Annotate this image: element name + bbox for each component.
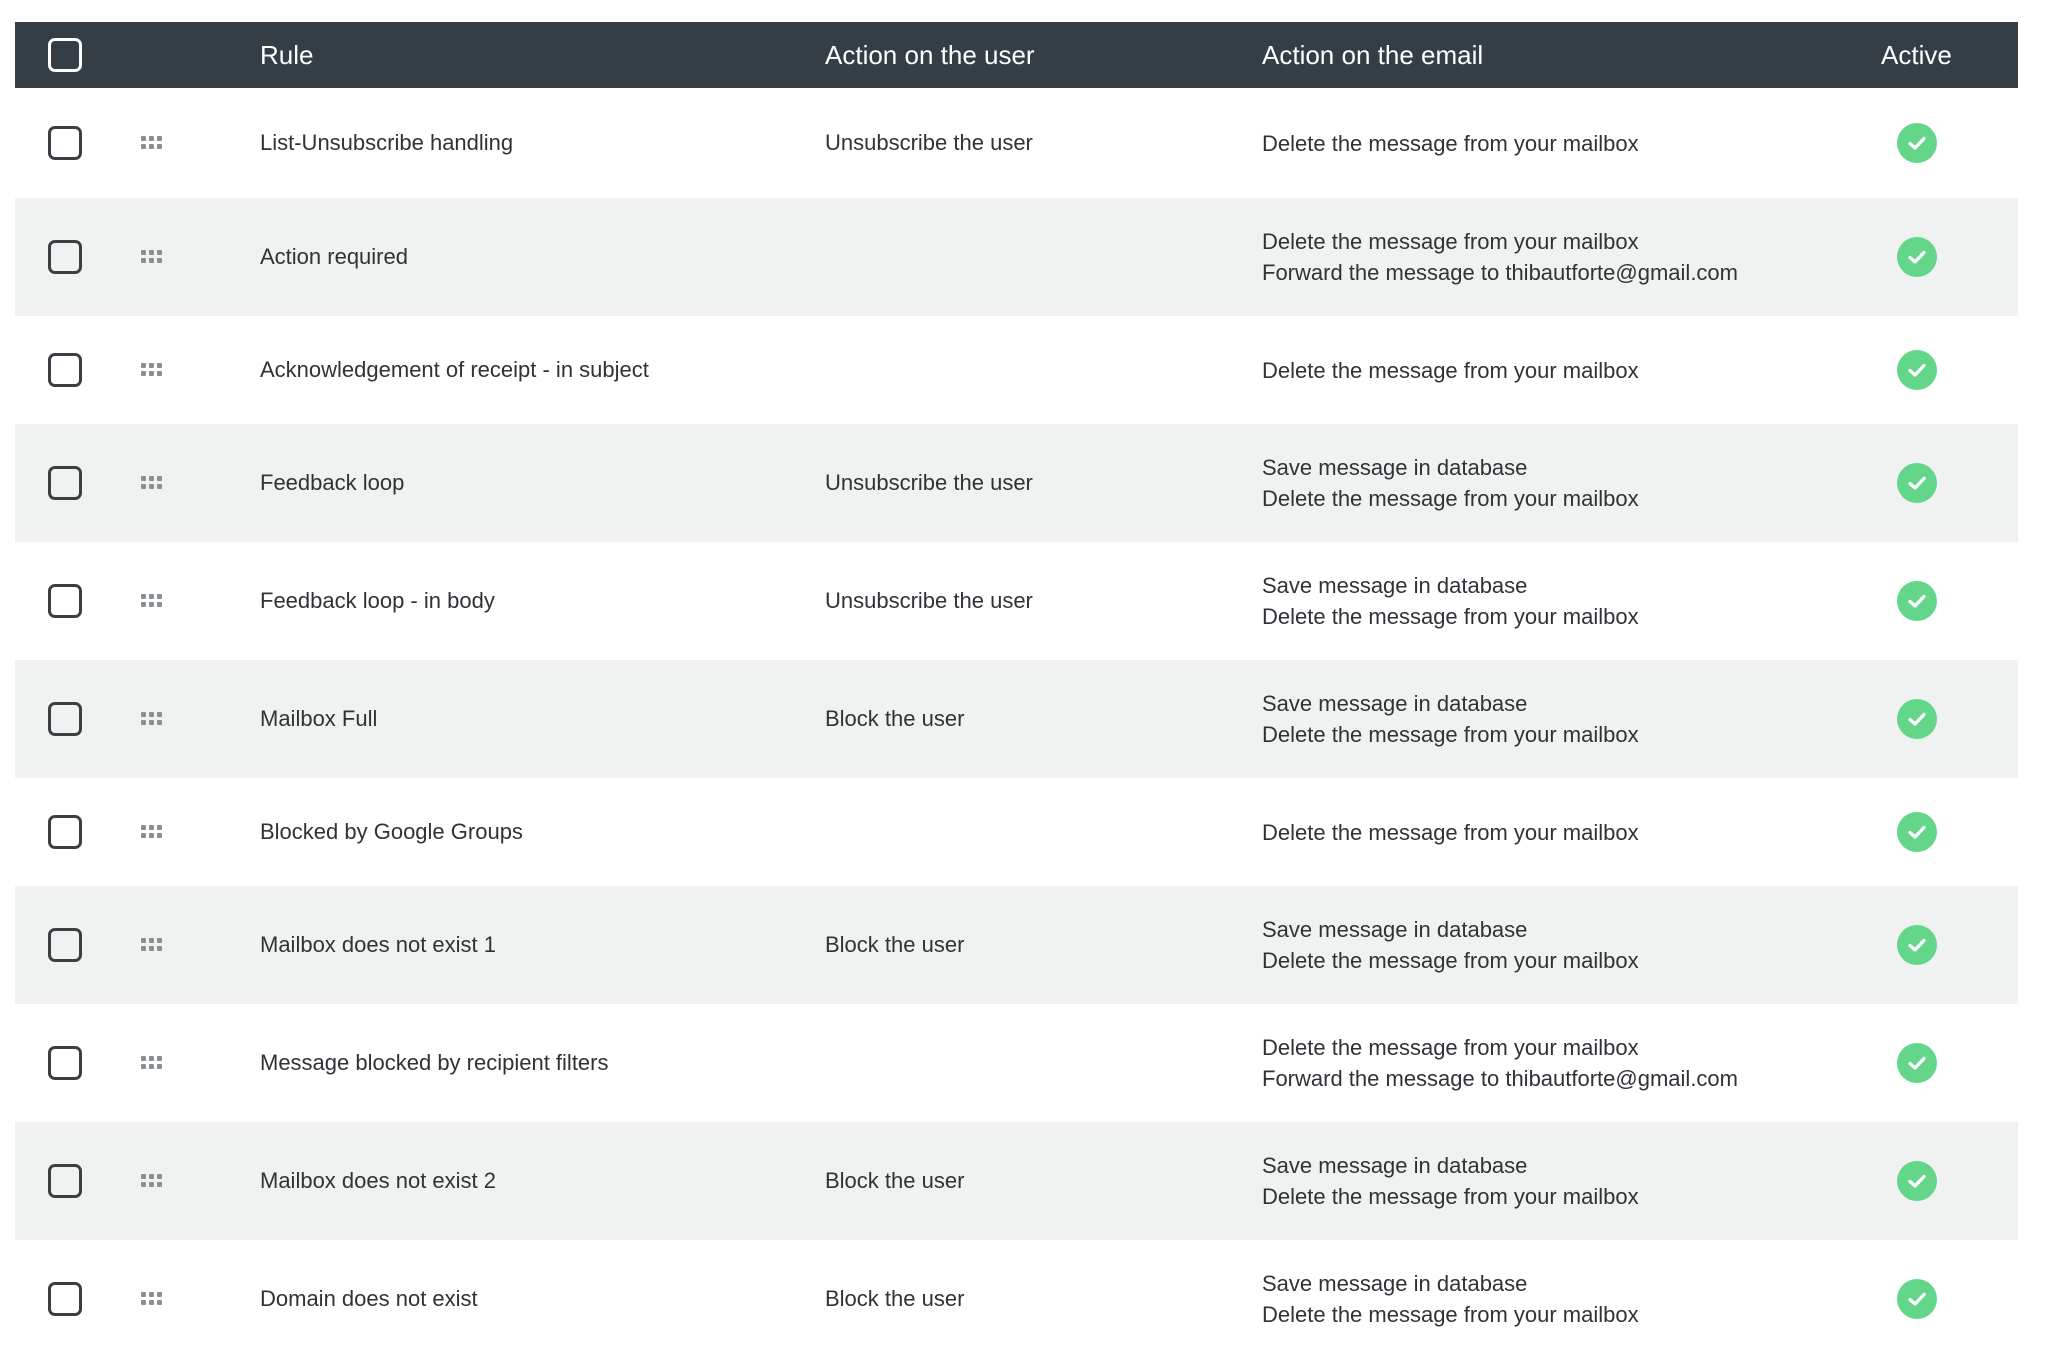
table-row[interactable]: [15, 886, 2018, 1004]
header-action-user[interactable]: Action on the user: [825, 39, 1035, 70]
row-checkbox[interactable]: [48, 240, 82, 274]
rule-name[interactable]: Mailbox does not exist 1: [260, 932, 497, 957]
user-action: Block the user: [825, 1286, 965, 1311]
email-action-line: Delete the message from your mailbox: [1262, 486, 1639, 511]
email-action-line: Forward the message to thibautforte@gmail.com: [1262, 260, 1738, 285]
rule-name[interactable]: Acknowledgement of receipt - in subject: [260, 357, 649, 382]
rule-name[interactable]: List-Unsubscribe handling: [260, 130, 514, 155]
active-check-icon[interactable]: [1897, 1161, 1937, 1201]
email-action-line: Save message in database: [1262, 455, 1528, 480]
email-action-line: Delete the message from your mailbox: [1262, 130, 1639, 156]
active-check-icon[interactable]: [1897, 123, 1937, 163]
drag-handle-icon[interactable]: [141, 594, 163, 608]
user-action: Block the user: [825, 706, 965, 731]
email-action-line: Delete the message from your mailbox: [1262, 604, 1639, 629]
row-checkbox[interactable]: [48, 1282, 82, 1316]
table-row[interactable]: [15, 542, 2018, 660]
table-row[interactable]: [15, 88, 2018, 198]
rule-name[interactable]: Mailbox Full: [260, 706, 378, 731]
email-action-line: Delete the message from your mailbox: [1262, 948, 1639, 973]
table-row[interactable]: [15, 1240, 2018, 1358]
table-row[interactable]: [15, 778, 2018, 886]
active-check-icon[interactable]: [1897, 463, 1937, 503]
row-checkbox[interactable]: [48, 584, 82, 618]
rule-name[interactable]: Message blocked by recipient filters: [260, 1050, 609, 1075]
rule-name[interactable]: Domain does not exist: [260, 1286, 478, 1311]
drag-handle-icon[interactable]: [141, 250, 163, 264]
email-action-line: Forward the message to thibautforte@gmail.com: [1262, 1066, 1738, 1091]
table-row[interactable]: [15, 424, 2018, 542]
drag-handle-icon[interactable]: [141, 1174, 163, 1188]
active-check-icon[interactable]: [1897, 350, 1937, 390]
table-row[interactable]: [15, 1122, 2018, 1240]
row-checkbox[interactable]: [48, 126, 82, 160]
active-check-icon[interactable]: [1897, 925, 1937, 965]
email-action-line: Save message in database: [1262, 573, 1528, 598]
drag-handle-icon[interactable]: [141, 1056, 163, 1070]
rule-name[interactable]: Feedback loop: [260, 470, 405, 495]
drag-handle-icon[interactable]: [141, 938, 163, 952]
email-actions: [1262, 914, 1639, 976]
email-actions: [1262, 452, 1639, 514]
header-active[interactable]: Active: [1881, 39, 1952, 70]
table-row[interactable]: [15, 660, 2018, 778]
rule-name[interactable]: Mailbox does not exist 2: [260, 1168, 497, 1193]
select-all-checkbox[interactable]: [48, 38, 82, 72]
drag-handle-icon[interactable]: [141, 1292, 163, 1306]
email-actions: [1262, 355, 1639, 386]
row-checkbox[interactable]: [48, 353, 82, 387]
email-action-line: Delete the message from your mailbox: [1262, 229, 1639, 254]
table-body: [15, 88, 2018, 1358]
table-row[interactable]: [15, 316, 2018, 424]
email-actions: [1262, 570, 1639, 632]
email-action-line: Save message in database: [1262, 1271, 1528, 1296]
drag-handle-icon[interactable]: [141, 825, 163, 839]
row-checkbox[interactable]: [48, 928, 82, 962]
email-action-line: Delete the message from your mailbox: [1262, 819, 1639, 845]
user-action: Block the user: [825, 932, 965, 957]
rule-name[interactable]: Action required: [260, 244, 408, 269]
email-action-line: Delete the message from your mailbox: [1262, 722, 1639, 747]
email-action-line: Save message in database: [1262, 691, 1528, 716]
row-checkbox[interactable]: [48, 1046, 82, 1080]
header-rule[interactable]: Rule: [260, 39, 314, 70]
header-action-email[interactable]: Action on the email: [1262, 39, 1484, 70]
rule-name[interactable]: Blocked by Google Groups: [260, 819, 523, 844]
email-action-line: Delete the message from your mailbox: [1262, 1184, 1639, 1209]
active-check-icon[interactable]: [1897, 237, 1937, 277]
user-action: Block the user: [825, 1168, 965, 1193]
user-action: Unsubscribe the user: [825, 588, 1033, 613]
row-checkbox[interactable]: [48, 815, 82, 849]
email-action-line: Delete the message from your mailbox: [1262, 357, 1639, 383]
email-action-line: Save message in database: [1262, 917, 1528, 942]
table-row[interactable]: [15, 1004, 2018, 1122]
email-actions: [1262, 128, 1639, 159]
email-actions: [1262, 1032, 1738, 1094]
row-checkbox[interactable]: [48, 466, 82, 500]
email-action-line: Delete the message from your mailbox: [1262, 1035, 1639, 1060]
table-header: [15, 22, 2018, 88]
email-action-line: Delete the message from your mailbox: [1262, 1302, 1639, 1327]
drag-handle-icon[interactable]: [141, 712, 163, 726]
active-check-icon[interactable]: [1897, 699, 1937, 739]
email-actions: [1262, 226, 1738, 288]
active-check-icon[interactable]: [1897, 1279, 1937, 1319]
drag-handle-icon[interactable]: [141, 136, 163, 150]
drag-handle-icon[interactable]: [141, 363, 163, 377]
active-check-icon[interactable]: [1897, 1043, 1937, 1083]
rules-table: [15, 22, 2018, 1358]
email-actions: [1262, 1268, 1639, 1330]
user-action: Unsubscribe the user: [825, 470, 1033, 495]
active-check-icon[interactable]: [1897, 581, 1937, 621]
active-check-icon[interactable]: [1897, 812, 1937, 852]
row-checkbox[interactable]: [48, 702, 82, 736]
email-actions: [1262, 688, 1639, 750]
email-action-line: Save message in database: [1262, 1153, 1528, 1178]
rule-name[interactable]: Feedback loop - in body: [260, 588, 495, 613]
row-checkbox[interactable]: [48, 1164, 82, 1198]
email-actions: [1262, 1150, 1639, 1212]
drag-handle-icon[interactable]: [141, 476, 163, 490]
email-actions: [1262, 817, 1639, 848]
table-row[interactable]: [15, 198, 2018, 316]
user-action: Unsubscribe the user: [825, 130, 1033, 155]
